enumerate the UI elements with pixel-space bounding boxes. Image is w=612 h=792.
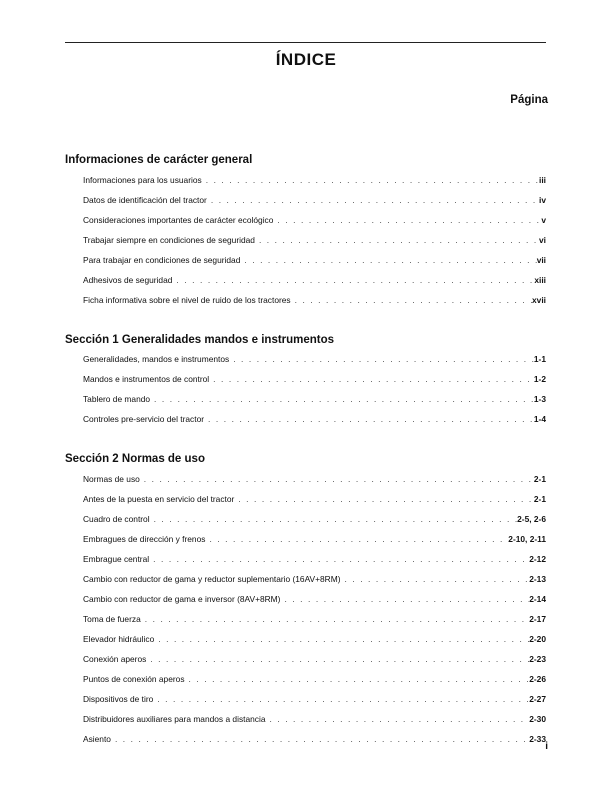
toc-entry-text: Elevador hidráulico [83, 634, 155, 644]
dot-leader [205, 533, 508, 545]
toc-entry-text: Cambio con reductor de gama e inversor (8AV+8RM) [83, 594, 281, 604]
toc-entry[interactable] [83, 353, 546, 365]
toc-entry-page: 2-26 [529, 674, 546, 684]
footer-page-number: i [545, 741, 548, 752]
toc-entry-text: Consideraciones importantes de carácter ecológico [83, 215, 274, 225]
toc-entry[interactable] [83, 254, 546, 266]
dot-leader [111, 733, 529, 745]
top-rule [65, 42, 546, 43]
section-title: Sección 2 Normas de uso [65, 453, 205, 465]
toc-entry-text: Embragues de dirección y frenos [83, 534, 206, 544]
dot-leader [153, 693, 529, 705]
page-title: ÍNDICE [275, 50, 337, 69]
dot-leader [265, 713, 529, 725]
toc-entry[interactable] [83, 633, 546, 645]
toc-entry-text: Controles pre-servicio del tractor [83, 414, 205, 424]
toc-entry-page: 2-5, 2-6 [517, 514, 546, 524]
toc-entry-text: Toma de fuerza [83, 614, 141, 624]
toc-entry-text: Antes de la puesta en servicio del tractor [83, 494, 235, 504]
toc-entry-text: Informaciones para los usuarios [83, 175, 202, 185]
toc-entry[interactable] [83, 673, 546, 685]
dot-leader [209, 373, 534, 385]
dot-leader [149, 553, 529, 565]
dot-leader [141, 613, 530, 625]
toc-entry-text: Normas de uso [83, 474, 140, 484]
toc-entry-page: vi [539, 235, 546, 245]
dot-leader [291, 294, 532, 306]
dot-leader [280, 593, 529, 605]
toc-entry[interactable] [83, 393, 546, 405]
dot-leader [146, 653, 529, 665]
toc-entry[interactable] [83, 174, 546, 186]
toc-entry[interactable] [83, 294, 546, 306]
toc-entry-page: xiii [534, 275, 546, 285]
toc-entry[interactable] [83, 214, 546, 226]
toc-entry-page: 2-30 [529, 714, 546, 724]
toc-entry-page: 2-13 [529, 574, 546, 584]
dot-leader [150, 393, 534, 405]
section-title: Informaciones de carácter general [65, 154, 253, 166]
toc-entry-page: v [541, 215, 546, 225]
toc-entry-page: 2-12 [529, 554, 546, 564]
toc-entry-text: Puntos de conexión aperos [83, 674, 185, 684]
toc-entry[interactable] [83, 573, 546, 585]
toc-entry-page: 2-10, 2-11 [508, 534, 546, 544]
toc-entry-text: Adhesivos de seguridad [83, 275, 173, 285]
toc-entry-page: 2-27 [529, 694, 546, 704]
toc-entry-text: Mandos e instrumentos de control [83, 374, 210, 384]
toc-entry-page: 2-20 [529, 634, 546, 644]
toc-entry[interactable] [83, 713, 546, 725]
toc-entry-page: 2-1 [533, 474, 546, 484]
toc-entry-page: 1-4 [533, 414, 546, 424]
toc-entry[interactable] [83, 733, 546, 745]
toc-entry-page: 1-2 [533, 374, 546, 384]
toc-entry-page: xvii [532, 295, 546, 305]
toc-entry-text: Para trabajar en condiciones de seguridad [83, 255, 241, 265]
toc-entry-text: Generalidades, mandos e instrumentos [83, 354, 230, 364]
toc-entry[interactable] [83, 413, 546, 425]
dot-leader [240, 254, 536, 266]
dot-leader [185, 673, 530, 685]
toc-entry[interactable] [83, 593, 546, 605]
toc-entry-text: Dispositivos de tiro [83, 694, 154, 704]
toc-entry-page: iv [539, 195, 546, 205]
toc-entry[interactable] [83, 533, 546, 545]
toc-entry-text: Cambio con reductor de gama y reductor suplementario (16AV+8RM) [83, 574, 341, 584]
toc-entry-page: 1-3 [533, 394, 546, 404]
toc-entry[interactable] [83, 553, 546, 565]
dot-leader [202, 174, 539, 186]
toc-entry[interactable] [83, 693, 546, 705]
toc-entry-page: 2-14 [529, 594, 546, 604]
toc-entry[interactable] [83, 473, 546, 485]
dot-leader [140, 473, 534, 485]
section-title: Sección 1 Generalidades mandos e instrumentos [65, 334, 335, 346]
dot-leader [207, 194, 539, 206]
toc-entry-text: Tablero de mando [83, 394, 151, 404]
toc-entry-text: Distribuidores auxiliares para mandos a distancia [83, 714, 266, 724]
dot-leader [234, 493, 534, 505]
toc-entry-page: 2-17 [529, 614, 546, 624]
dot-leader [273, 214, 541, 226]
toc-entry-text: Conexión aperos [83, 654, 147, 664]
toc-entry[interactable] [83, 274, 546, 286]
dot-leader [204, 413, 534, 425]
dot-leader [255, 234, 539, 246]
dot-leader [150, 513, 518, 525]
toc-entry-text: Embrague central [83, 554, 150, 564]
dot-leader [154, 633, 529, 645]
toc-entry[interactable] [83, 234, 546, 246]
toc-entry-page: 2-33 [529, 734, 546, 744]
toc-entry-page: 1-1 [533, 354, 546, 364]
toc-entry-text: Trabajar siempre en condiciones de seguridad [83, 235, 255, 245]
toc-entry-text: Asiento [83, 734, 111, 744]
dot-leader [172, 274, 534, 286]
toc-entry[interactable] [83, 513, 546, 525]
toc-entry[interactable] [83, 373, 546, 385]
toc-entry[interactable] [83, 194, 546, 206]
toc-entry-page: iii [539, 175, 546, 185]
toc-entry-text: Ficha informativa sobre el nivel de ruido de los tractores [83, 295, 291, 305]
dot-leader [341, 573, 530, 585]
toc-entry-text: Cuadro de control [83, 514, 150, 524]
dot-leader [229, 353, 534, 365]
toc-entry[interactable] [83, 613, 546, 625]
toc-entry-text: Datos de identificación del tractor [83, 195, 207, 205]
toc-entry[interactable] [83, 493, 546, 505]
toc-entry-page: 2-23 [529, 654, 546, 664]
toc-entry[interactable] [83, 653, 546, 665]
toc-entry-page: 2-1 [533, 494, 546, 504]
toc-entry-page: vii [536, 255, 546, 265]
page-column-header: Página [510, 94, 548, 106]
